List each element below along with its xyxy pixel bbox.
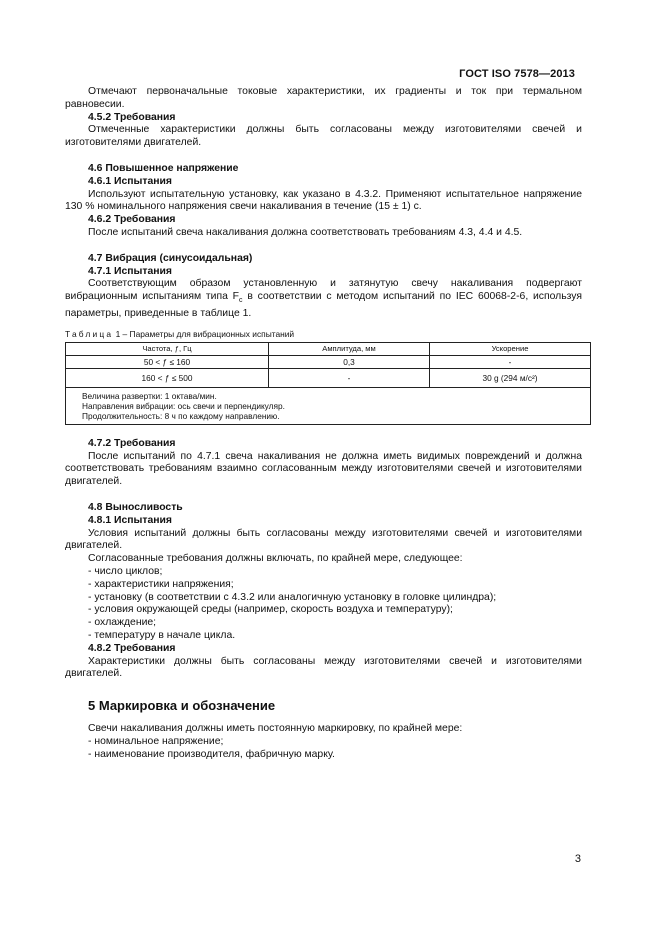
vibration-table (65, 342, 591, 425)
table-header-row (66, 342, 591, 355)
table-row (66, 355, 591, 368)
section-5-title: 5 Маркировка и обозначение (88, 698, 276, 714)
requirements-list (65, 566, 582, 643)
paragraph: Условия испытаний должны быть согласованы между изготовителями свечей и изготовителями двигателей. (65, 527, 582, 552)
page-body (65, 86, 582, 762)
paragraph: Свечи накаливания должны иметь постоянную маркировку, по крайней мере: (88, 723, 463, 735)
caption-text: 1 – Параметры для вибрационных испытаний (113, 328, 295, 339)
list-item: - номинальное напряжение; (88, 735, 224, 747)
col-header: Ускорение (430, 342, 591, 355)
document-header: ГОСТ ISO 7578—2013 (459, 68, 575, 80)
paragraph: Отмечают первоначальные токовые характеристики, их градиенты и ток при термальном равновесии. (65, 86, 582, 110)
page-number: 3 (574, 853, 581, 865)
paragraph: Отмеченные характеристики должны быть согласованы между изготовителями свечей и изготовителями двигателей. (65, 124, 582, 149)
table-caption (65, 329, 582, 339)
paragraph: Используют испытательную установку, как указано в 4.3.2. Применяют испытательное напряжение 130 % номинального напряжения свечи накаливания в течение (15 ± 1) с. (65, 188, 582, 213)
table-cell: 30 g (294 м/с²) (430, 368, 591, 387)
table-cell: - (430, 355, 591, 368)
marking-list (65, 736, 582, 762)
paragraph: После испытаний по 4.7.1 свеча накаливания не должна иметь видимых повреждений и должна соответствовать требованиям взаимно согласованным между изготовителями свечей и изготовителями двигателей. (65, 450, 582, 488)
heading-4-8-1: 4.8.1 Испытания (88, 514, 172, 526)
note-line: Направления вибрации: ось свечи и перпендикуляр. (82, 400, 285, 411)
list-item: - характеристики напряжения; (88, 578, 234, 590)
heading-4-7: 4.7 Вибрация (синусоидальная) (88, 252, 253, 264)
table-row (66, 368, 591, 387)
table-cell: 50 < ƒ ≤ 160 (66, 355, 269, 368)
text-span: Соответствующим образом установленную и затянутую свечу накаливания подвергают вибрационным испытаниям типа F (65, 278, 582, 303)
heading-4-6: 4.6 Повышенное напряжение (88, 162, 239, 174)
text-span: в соответствии с методом испытаний по IEC 60068-2-6, используя параметры, приведенные в таблице 1. (65, 291, 583, 320)
heading-4-7-2: 4.7.2 Требования (88, 437, 176, 449)
col-header: Амплитуда, мм (269, 342, 430, 355)
heading-4-7-1: 4.7.1 Испытания (88, 265, 172, 277)
table-cell: 0,3 (269, 355, 430, 368)
list-item: - температуру в начале цикла. (88, 629, 236, 641)
note-line: Продолжительность: 8 ч по каждому направлению. (82, 410, 280, 421)
heading-4-8-2: 4.8.2 Требования (88, 642, 176, 654)
table-note (66, 387, 591, 424)
caption-word: Таблица (65, 328, 114, 339)
list-item: - установку (в соответствии с 4.3.2 или аналогичную установку в головке цилиндра); (88, 591, 497, 603)
heading-4-6-1: 4.6.1 Испытания (88, 175, 172, 187)
list-item: - наименование производителя, фабричную марку. (88, 748, 335, 760)
paragraph: Согласованные требования должны включать, по крайней мере, следующее: (88, 553, 463, 565)
heading-4-5-2: 4.5.2 Требования (88, 111, 176, 123)
list-item: - число циклов; (88, 566, 163, 577)
heading-4-8: 4.8 Выносливость (88, 502, 183, 514)
note-line: Величина развертки: 1 октава/мин. (82, 390, 217, 401)
list-item: - охлаждение; (88, 617, 157, 629)
subscript: c (239, 297, 243, 305)
paragraph (65, 278, 582, 320)
col-header: Частота, ƒ, Гц (66, 342, 269, 355)
heading-4-6-2: 4.6.2 Требования (88, 214, 176, 226)
table-cell: 160 < ƒ ≤ 500 (66, 368, 269, 387)
table-cell: - (269, 368, 430, 387)
table-note-row (66, 387, 591, 424)
paragraph: После испытаний свеча накаливания должна соответствовать требованиям 4.3, 4.4 и 4.5. (88, 226, 523, 238)
list-item: - условия окружающей среды (например, скорость воздуха и температуру); (88, 604, 453, 616)
paragraph: Характеристики должны быть согласованы между изготовителями свечей и изготовителями двигателей. (65, 655, 582, 680)
